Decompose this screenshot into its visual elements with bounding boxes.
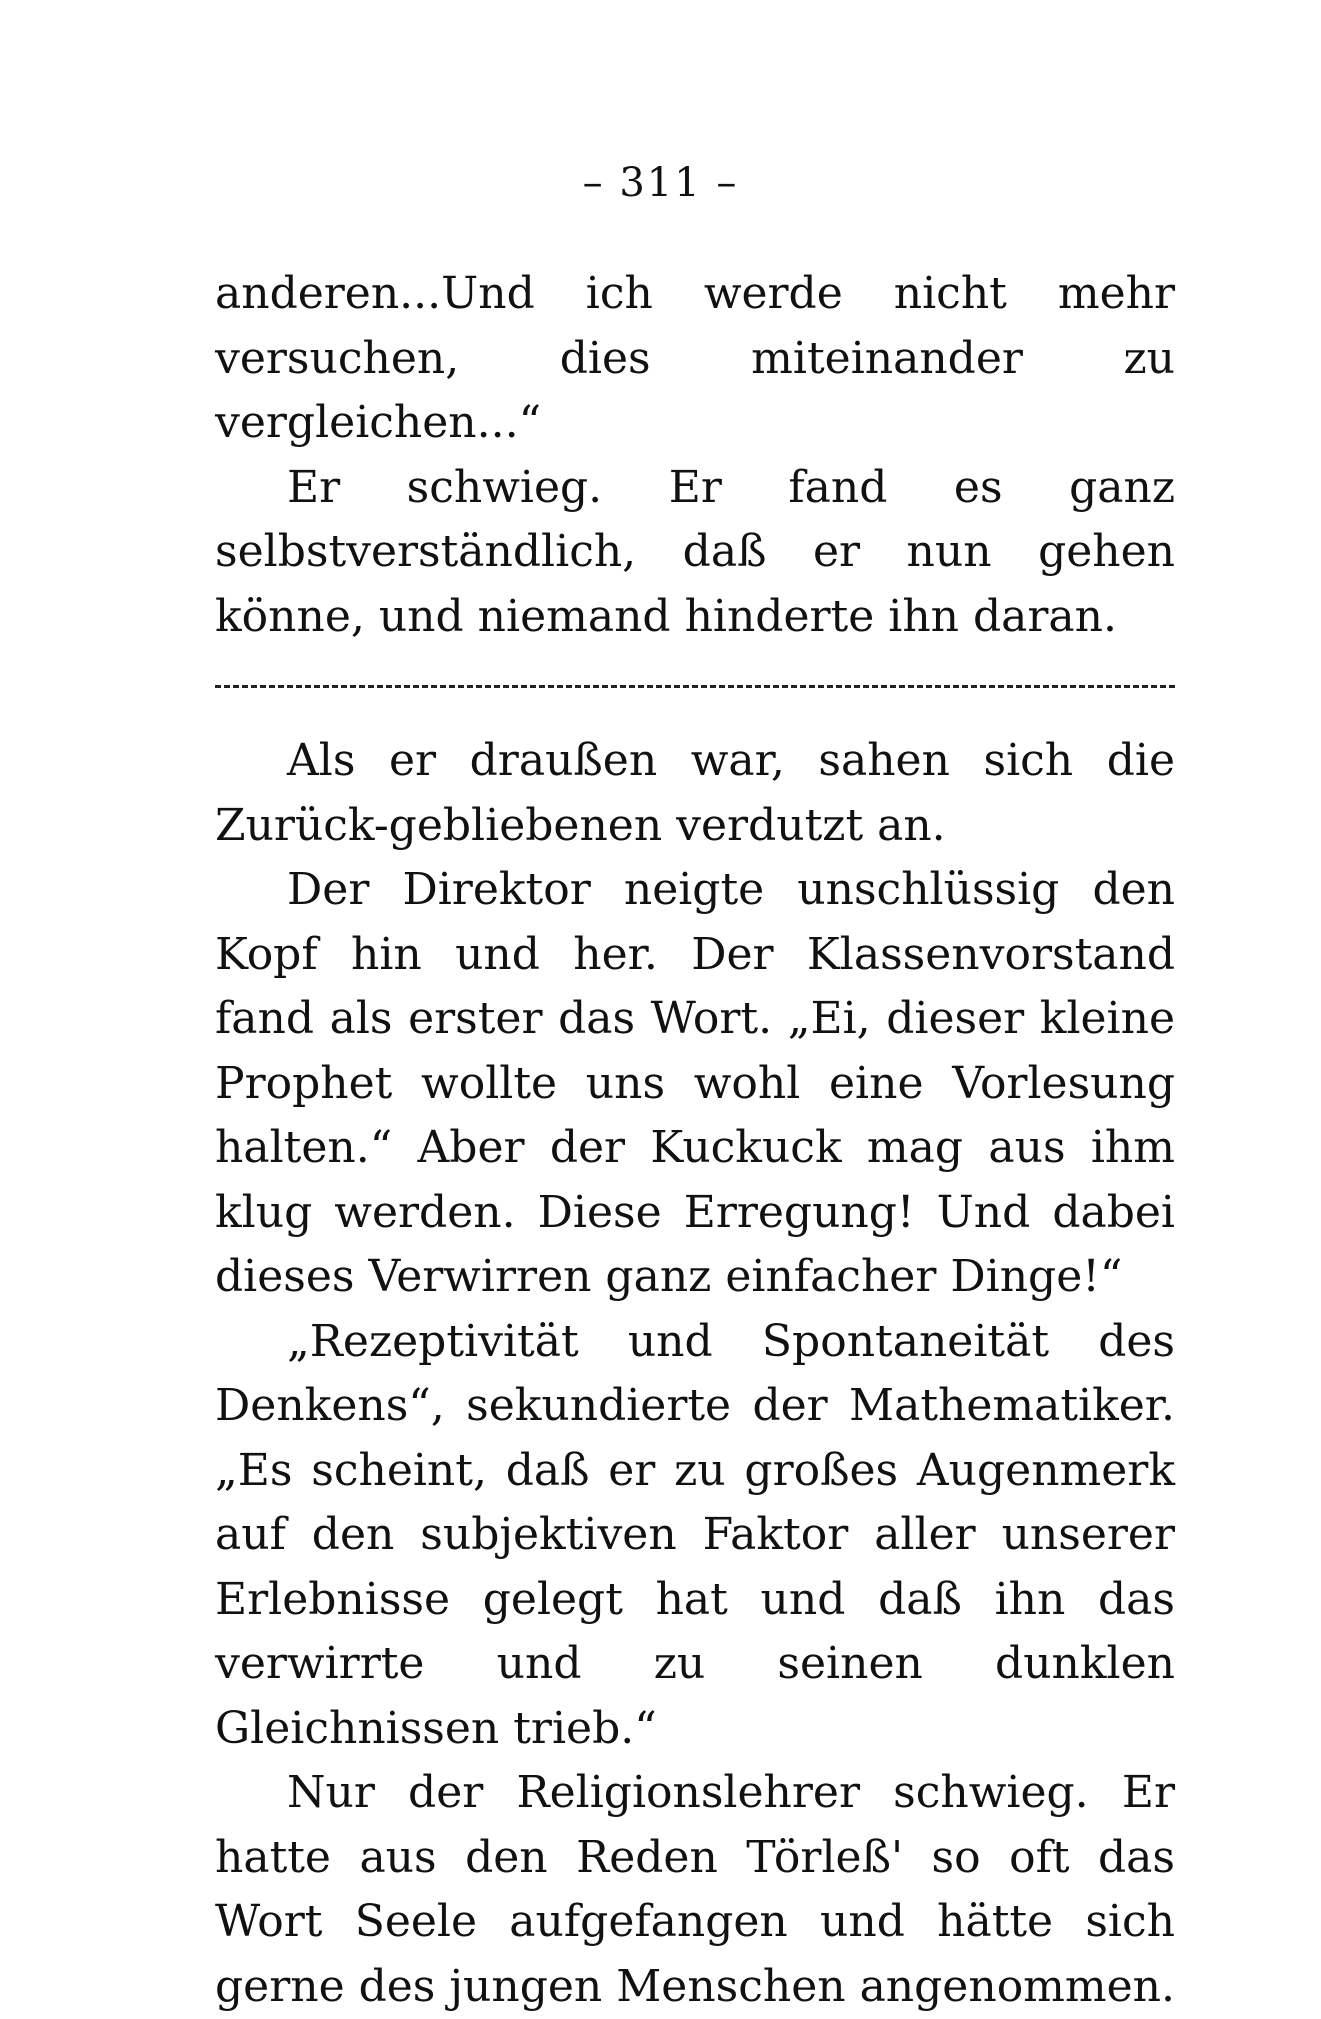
paragraph-4: Der Direktor neigte unschlüssig den Kopf hin und her. Der Klassenvorstand fand als erster das Wort. „Ei, dieser kleine Prophet wollte uns wohl eine Vorlesung halten.“ Aber der Kuckuck mag aus ihm klug werden. Diese Erregung! Und dabei dieses Verwirren ganz einfacher Dinge!“ <box>215 864 1175 1302</box>
paragraph-5: „Rezeptivität und Spontaneität des Denkens“, sekundierte der Mathematiker. „Es scheint, daß er zu großes Augenmerk auf den subjektiven Faktor aller unserer Erlebnisse gelegt hat und daß ihn das verwirrte und zu seinen dunklen Gleichnissen trieb.“ <box>215 1315 1175 1754</box>
paragraph-6: Nur der Religionslehrer schwieg. Er hatte aus den Reden Törleß' so oft das Wort Seele aufgefangen und hätte sich gerne des jungen Menschen angenommen. <box>215 1767 1175 2012</box>
paragraph-1: anderen...Und ich werde nicht mehr versuchen, dies miteinander zu vergleichen...“ <box>215 268 1175 448</box>
paragraph-3: Als er draußen war, sahen sich die Zurück-gebliebenen verdutzt an. <box>215 735 1175 851</box>
paragraph-2: Er schwieg. Er fand es ganz selbstverständlich, daß er nun gehen könne, und niemand hinderte ihn daran. <box>215 461 1175 642</box>
section-separator <box>215 649 1175 729</box>
body-text <box>215 262 1175 2019</box>
dashed-rule <box>215 685 1175 688</box>
page-number: – 311 – <box>582 160 739 206</box>
